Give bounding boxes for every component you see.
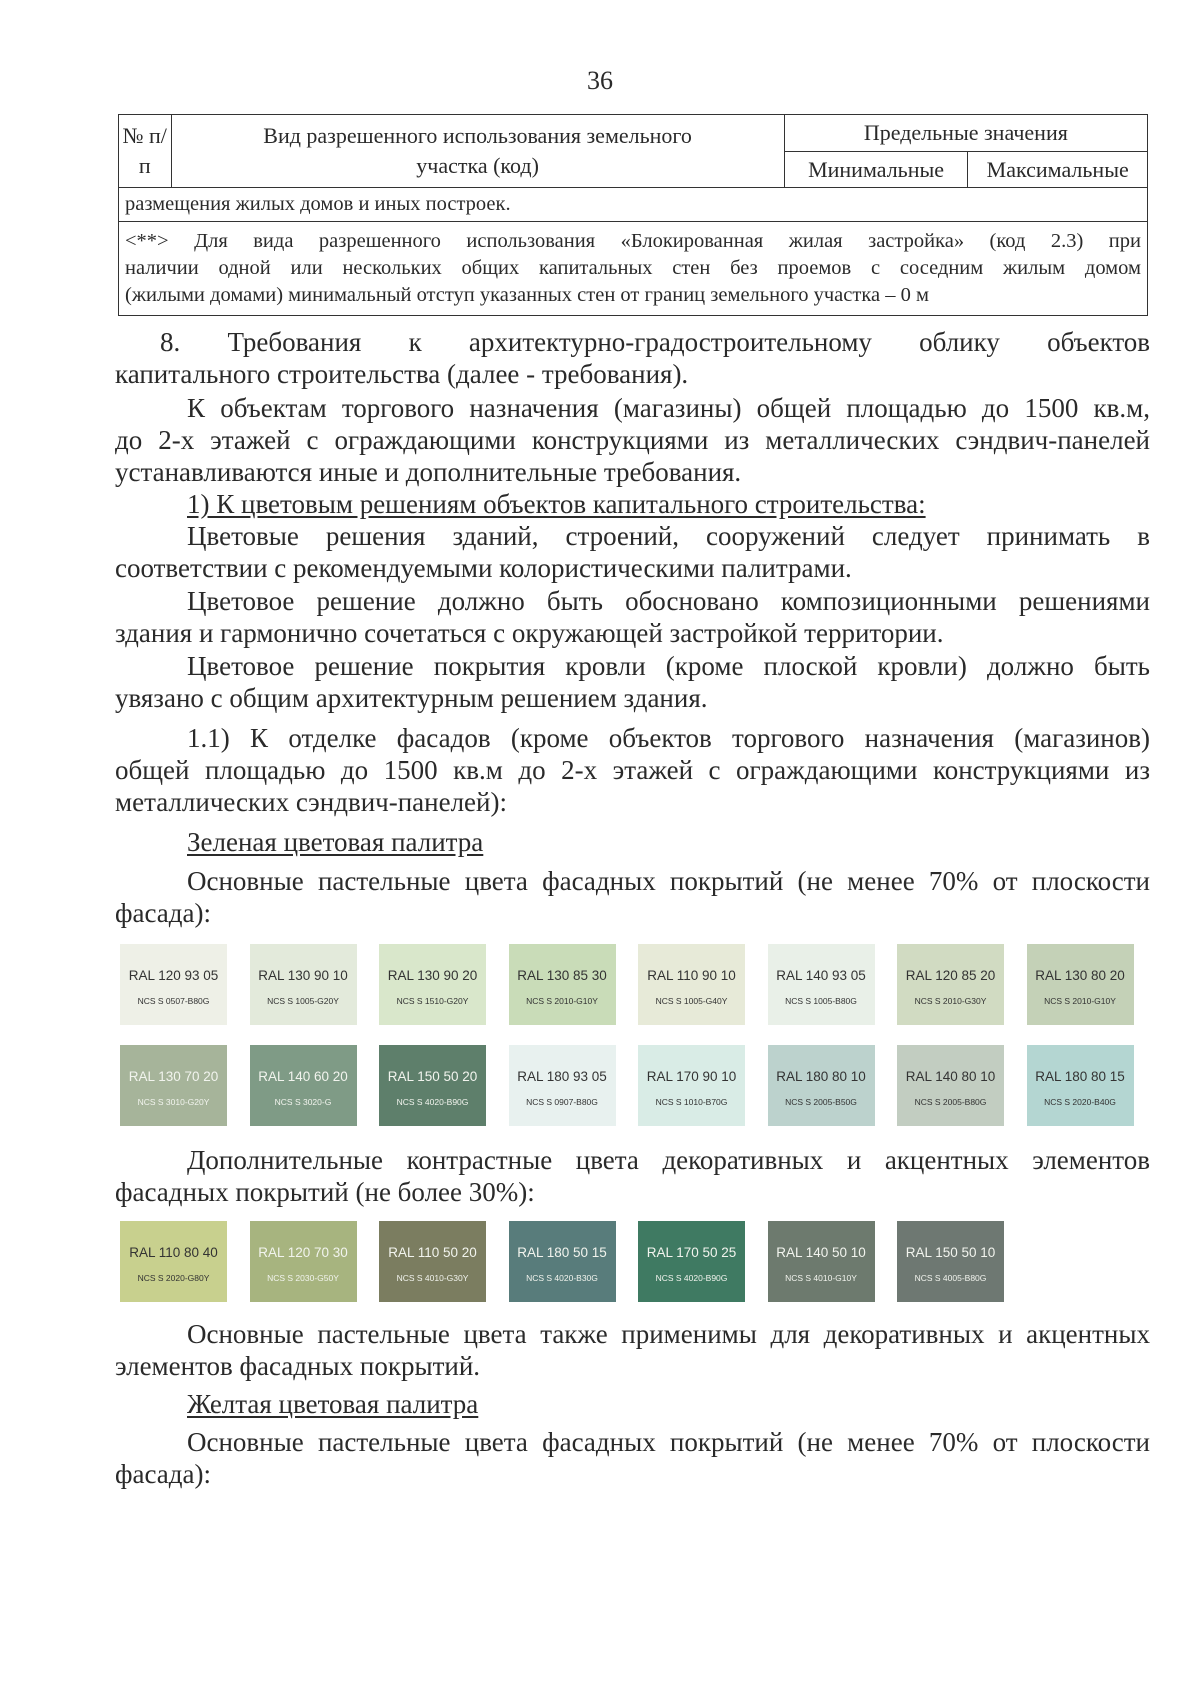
- ral-code: RAL 120 85 20: [905, 968, 996, 983]
- ral-code: RAL 120 93 05: [128, 968, 219, 983]
- ncs-code: NCS S 4005-B80G: [914, 1273, 987, 1283]
- color-swatch: [379, 944, 486, 1025]
- col-max-header: Максимальные: [968, 152, 1148, 188]
- col-min-header: Минимальные: [784, 152, 968, 188]
- color-swatch: [250, 1221, 357, 1302]
- ncs-code: NCS S 4010-G10Y: [785, 1273, 857, 1283]
- ncs-code: NCS S 2020-B40G: [1044, 1097, 1116, 1107]
- ral-code: RAL 170 50 25: [646, 1245, 737, 1260]
- ral-code: RAL 140 50 10: [776, 1245, 866, 1260]
- ral-code: RAL 110 50 20: [388, 1245, 477, 1260]
- ncs-code: NCS S 4020-B90G: [396, 1097, 469, 1107]
- subsection-heading: 1) К цветовым решениям объектов капитального строительства:: [187, 489, 926, 519]
- paragraph: элементов фасадных покрытий.: [115, 1351, 481, 1381]
- footnote-line: наличии одной или нескольких общих капитальных стен без проемов с соседним жилым домом: [125, 257, 1141, 279]
- paragraph: 1.1) К отделке фасадов (кроме объектов торгового назначения (магазинов): [187, 723, 1150, 753]
- ncs-code: NCS S 2020-G80Y: [137, 1273, 210, 1283]
- ral-code: RAL 180 50 15: [517, 1245, 607, 1260]
- col-limits-header: Предельные значения: [784, 115, 1147, 152]
- ral-code: RAL 150 50 10: [905, 1245, 996, 1260]
- color-swatch: [120, 1221, 227, 1302]
- ral-code: RAL 130 90 20: [387, 968, 478, 983]
- ncs-code: NCS S 4010-G30Y: [396, 1273, 469, 1283]
- ncs-code: NCS S 4020-B90G: [655, 1273, 728, 1283]
- ral-code: RAL 140 93 05: [776, 968, 866, 983]
- paragraph: соответствии с рекомендуемыми колористическими палитрами.: [115, 553, 852, 583]
- paragraph: К объектам торгового назначения (магазины) общей площадью до 1500 кв.м,: [187, 393, 1150, 423]
- paragraph: Основные пастельные цвета также применимы для декоративных и акцентных: [187, 1319, 1150, 1349]
- ral-code: RAL 180 80 15: [1035, 1069, 1125, 1084]
- color-swatch: [897, 944, 1004, 1025]
- color-swatch: [250, 1045, 357, 1126]
- ncs-code: NCS S 4020-B30G: [526, 1273, 598, 1283]
- ral-code: RAL 180 80 10: [776, 1069, 866, 1084]
- ral-code: RAL 130 80 20: [1035, 968, 1125, 983]
- ncs-code: NCS S 1005-B80G: [785, 996, 857, 1006]
- ral-code: RAL 150 50 20: [387, 1069, 478, 1084]
- paragraph: Цветовое решение должно быть обосновано композиционными решениями: [187, 586, 1150, 616]
- paragraph: Основные пастельные цвета фасадных покрытий (не менее 70% от плоскости: [187, 866, 1150, 896]
- paragraph: Цветовые решения зданий, строений, сооружений следует принимать в: [187, 521, 1150, 551]
- ncs-code: NCS S 2010-G10Y: [1044, 996, 1116, 1006]
- ncs-code: NCS S 2030-G50Y: [267, 1273, 339, 1283]
- table-footnote: [119, 222, 1148, 316]
- ral-code: RAL 140 80 10: [905, 1069, 996, 1084]
- ncs-code: NCS S 1005-G40Y: [655, 996, 728, 1006]
- section-8-heading-cont: капитального строительства (далее - требования).: [115, 359, 689, 389]
- color-swatch: [250, 944, 357, 1025]
- paragraph: Дополнительные контрастные цвета декоративных и акцентных элементов: [187, 1145, 1150, 1175]
- ncs-code: NCS S 0507-B80G: [137, 996, 210, 1006]
- color-swatch: [1027, 944, 1134, 1025]
- ncs-code: NCS S 3020-G: [274, 1097, 332, 1107]
- paragraph: до 2-х этажей с ограждающими конструкциями из металлических сэндвич-панелей: [115, 425, 1150, 455]
- ral-code: RAL 110 80 40: [129, 1245, 218, 1260]
- ral-code: RAL 180 93 05: [517, 1069, 607, 1084]
- paragraph: фасада):: [115, 1459, 211, 1489]
- color-swatch: [897, 1045, 1004, 1126]
- ncs-code: NCS S 2005-B50G: [785, 1097, 857, 1107]
- color-swatch: [379, 1221, 486, 1302]
- ral-code: RAL 110 90 10: [647, 968, 736, 983]
- ncs-code: NCS S 2010-G10Y: [526, 996, 598, 1006]
- color-swatch: [768, 1221, 875, 1302]
- paragraph: устанавливаются иные и дополнительные требования.: [115, 457, 742, 487]
- color-swatch: [638, 944, 745, 1025]
- yellow-palette-heading: Желтая цветовая палитра: [187, 1389, 479, 1419]
- paragraph: металлических сэндвич-панелей):: [115, 787, 507, 817]
- color-swatch: [120, 1045, 227, 1126]
- regulation-table: [118, 114, 1148, 316]
- ral-code: RAL 170 90 10: [646, 1069, 737, 1084]
- paragraph: Основные пастельные цвета фасадных покрытий (не менее 70% от плоскости: [187, 1427, 1150, 1457]
- ncs-code: NCS S 0907-B80G: [526, 1097, 598, 1107]
- color-swatch: [509, 1045, 616, 1126]
- footnote-line: (жилыми домами) минимальный отступ указанных стен от границ земельного участка – 0 м: [125, 284, 929, 306]
- ncs-code: NCS S 1510-G20Y: [396, 996, 469, 1006]
- green-palette-heading: Зеленая цветовая палитра: [187, 827, 484, 857]
- ral-code: RAL 130 85 30: [517, 968, 607, 983]
- color-swatch: [897, 1221, 1004, 1302]
- color-swatch: [509, 944, 616, 1025]
- color-swatch: [509, 1221, 616, 1302]
- ral-code: RAL 120 70 30: [258, 1245, 348, 1260]
- color-swatch: [1027, 1045, 1134, 1126]
- color-swatch: [768, 944, 875, 1025]
- color-swatch: [768, 1045, 875, 1126]
- paragraph: здания и гармонично сочетаться с окружающей застройкой территории.: [115, 618, 944, 648]
- color-swatch: [120, 944, 227, 1025]
- paragraph: общей площадью до 1500 кв.м до 2-х этажей с ограждающими конструкциями из: [115, 755, 1150, 785]
- color-swatch: [638, 1045, 745, 1126]
- ncs-code: NCS S 2005-B80G: [914, 1097, 987, 1107]
- ral-code: RAL 130 90 10: [258, 968, 348, 983]
- table-row-continuation: размещения жилых домов и иных построек.: [119, 188, 1148, 222]
- color-swatch: [379, 1045, 486, 1126]
- paragraph: фасадных покрытий (не более 30%):: [115, 1177, 535, 1207]
- ncs-code: NCS S 1010-B70G: [655, 1097, 728, 1107]
- paragraph: увязано с общим архитектурным решением здания.: [115, 683, 708, 713]
- color-swatch: [638, 1221, 745, 1302]
- ncs-code: NCS S 2010-G30Y: [914, 996, 987, 1006]
- paragraph: Цветовое решение покрытия кровли (кроме плоской кровли) должно быть: [187, 651, 1150, 681]
- footnote-line: <**> Для вида разрешенного использования «Блокированная жилая застройка» (код 2.3) при: [125, 230, 1141, 252]
- section-8-heading: 8. Требования к архитектурно-градостроительному облику объектов: [160, 327, 1151, 357]
- ral-code: RAL 130 70 20: [128, 1069, 219, 1084]
- ral-code: RAL 140 60 20: [258, 1069, 348, 1084]
- ncs-code: NCS S 1005-G20Y: [267, 996, 339, 1006]
- col-number-header: № п/п: [119, 115, 172, 188]
- col-use-type-header: Вид разрешенного использования земельного участка (код): [171, 115, 784, 188]
- ncs-code: NCS S 3010-G20Y: [137, 1097, 210, 1107]
- paragraph: фасада):: [115, 898, 211, 928]
- page-number: 36: [587, 66, 613, 95]
